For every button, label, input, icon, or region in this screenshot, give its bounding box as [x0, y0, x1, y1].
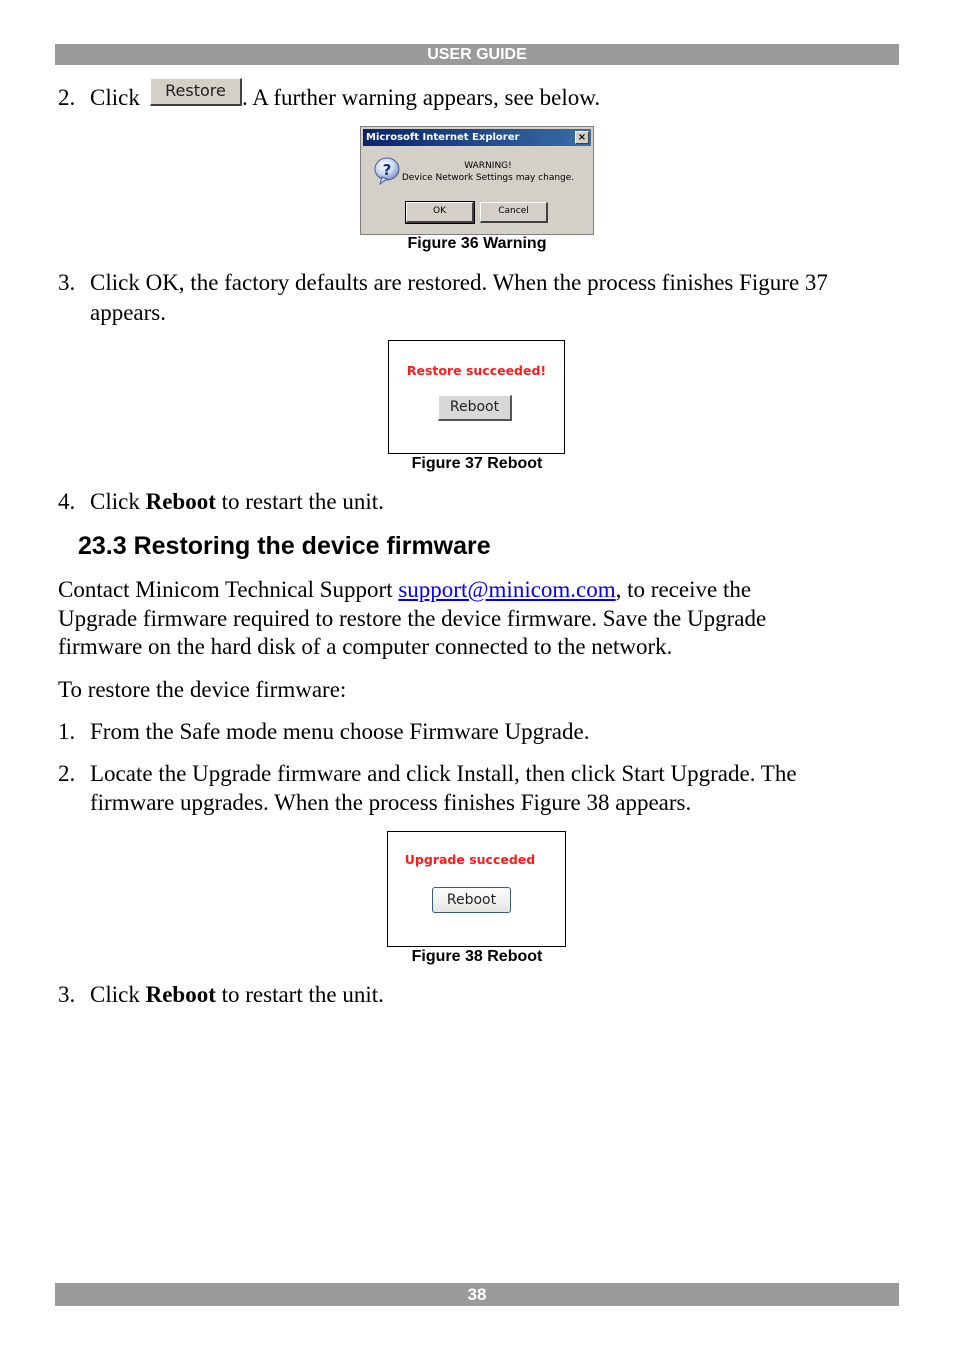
svg-text:?: ?	[382, 161, 392, 179]
figure-36-caption: Figure 36 Warning	[407, 235, 547, 252]
restore-success-message: Restore succeeded!	[406, 363, 547, 378]
section-title: 23.3 Restoring the device firmware	[78, 532, 491, 560]
reboot-keyword: Reboot	[145, 489, 216, 514]
fw-step-3	[0, 981, 954, 1011]
step-number: 3.	[58, 982, 76, 1007]
step-number: 4.	[58, 489, 76, 514]
dialog-message-line1: WARNING!	[464, 161, 512, 171]
reboot-button[interactable]: Reboot	[438, 395, 512, 421]
step-text: Click Reboot to restart the unit.	[90, 489, 384, 514]
upgrade-success-panel	[387, 831, 566, 947]
step-text: Click Reboot to restart the unit.	[90, 982, 384, 1007]
footer-bar	[55, 1283, 899, 1306]
page-number: 38	[467, 1285, 487, 1304]
step-2	[0, 84, 954, 114]
step-number: 1.	[58, 719, 76, 744]
dialog-titlebar	[363, 129, 591, 146]
reboot-button[interactable]: Reboot	[432, 887, 511, 913]
restore-button-label: Restore	[165, 81, 226, 100]
figure-38-caption: Figure 38 Reboot	[411, 948, 543, 965]
paragraph-contact-line1: Contact Minicom Technical Support support@minicom.com, to receive the	[58, 577, 752, 602]
close-icon[interactable]: ×	[575, 131, 589, 144]
header-title: USER GUIDE	[427, 46, 527, 63]
restore-success-panel	[388, 340, 565, 454]
step-text-pre: Click	[90, 85, 140, 110]
paragraph-restore-intro: To restore the device firmware:	[58, 677, 347, 702]
dialog-title: Microsoft Internet Explorer	[366, 132, 520, 143]
support-email-link[interactable]: support@minicom.com	[398, 577, 616, 602]
step-number: 3.	[58, 270, 76, 295]
paragraph-contact-line3: firmware on the hard disk of a computer connected to the network.	[58, 634, 673, 659]
dialog-message-line2: Device Network Settings may change.	[401, 173, 575, 183]
fw-step-2-line2: firmware upgrades. When the process finishes Figure 38 appears.	[90, 790, 692, 815]
ok-button[interactable]: OK	[406, 202, 474, 223]
figure-37-caption: Figure 37 Reboot	[411, 455, 543, 472]
paragraph-contact-line2: Upgrade firmware required to restore the device firmware. Save the Upgrade	[58, 606, 767, 631]
step-3-line2: appears.	[90, 300, 166, 325]
step-text: From the Safe mode menu choose Firmware Upgrade.	[90, 719, 590, 744]
step-4	[0, 488, 954, 518]
reboot-keyword: Reboot	[145, 982, 216, 1007]
step-3	[0, 269, 954, 299]
warning-dialog	[360, 126, 594, 235]
step-number: 2.	[58, 85, 76, 110]
step-number: 2.	[58, 761, 76, 786]
restore-button-image	[150, 78, 242, 106]
upgrade-success-message: Upgrade succeded	[404, 852, 536, 867]
fw-step-2	[0, 760, 954, 790]
fw-step-1	[0, 718, 954, 748]
header-bar	[55, 44, 899, 65]
step-text-line1: Click OK, the factory defaults are restored. When the process finishes Figure 37	[90, 270, 828, 295]
step-text-post: . A further warning appears, see below.	[242, 85, 601, 110]
step-text-line1: Locate the Upgrade firmware and click Install, then click Start Upgrade. The	[90, 761, 797, 786]
cancel-button[interactable]: Cancel	[480, 202, 548, 223]
